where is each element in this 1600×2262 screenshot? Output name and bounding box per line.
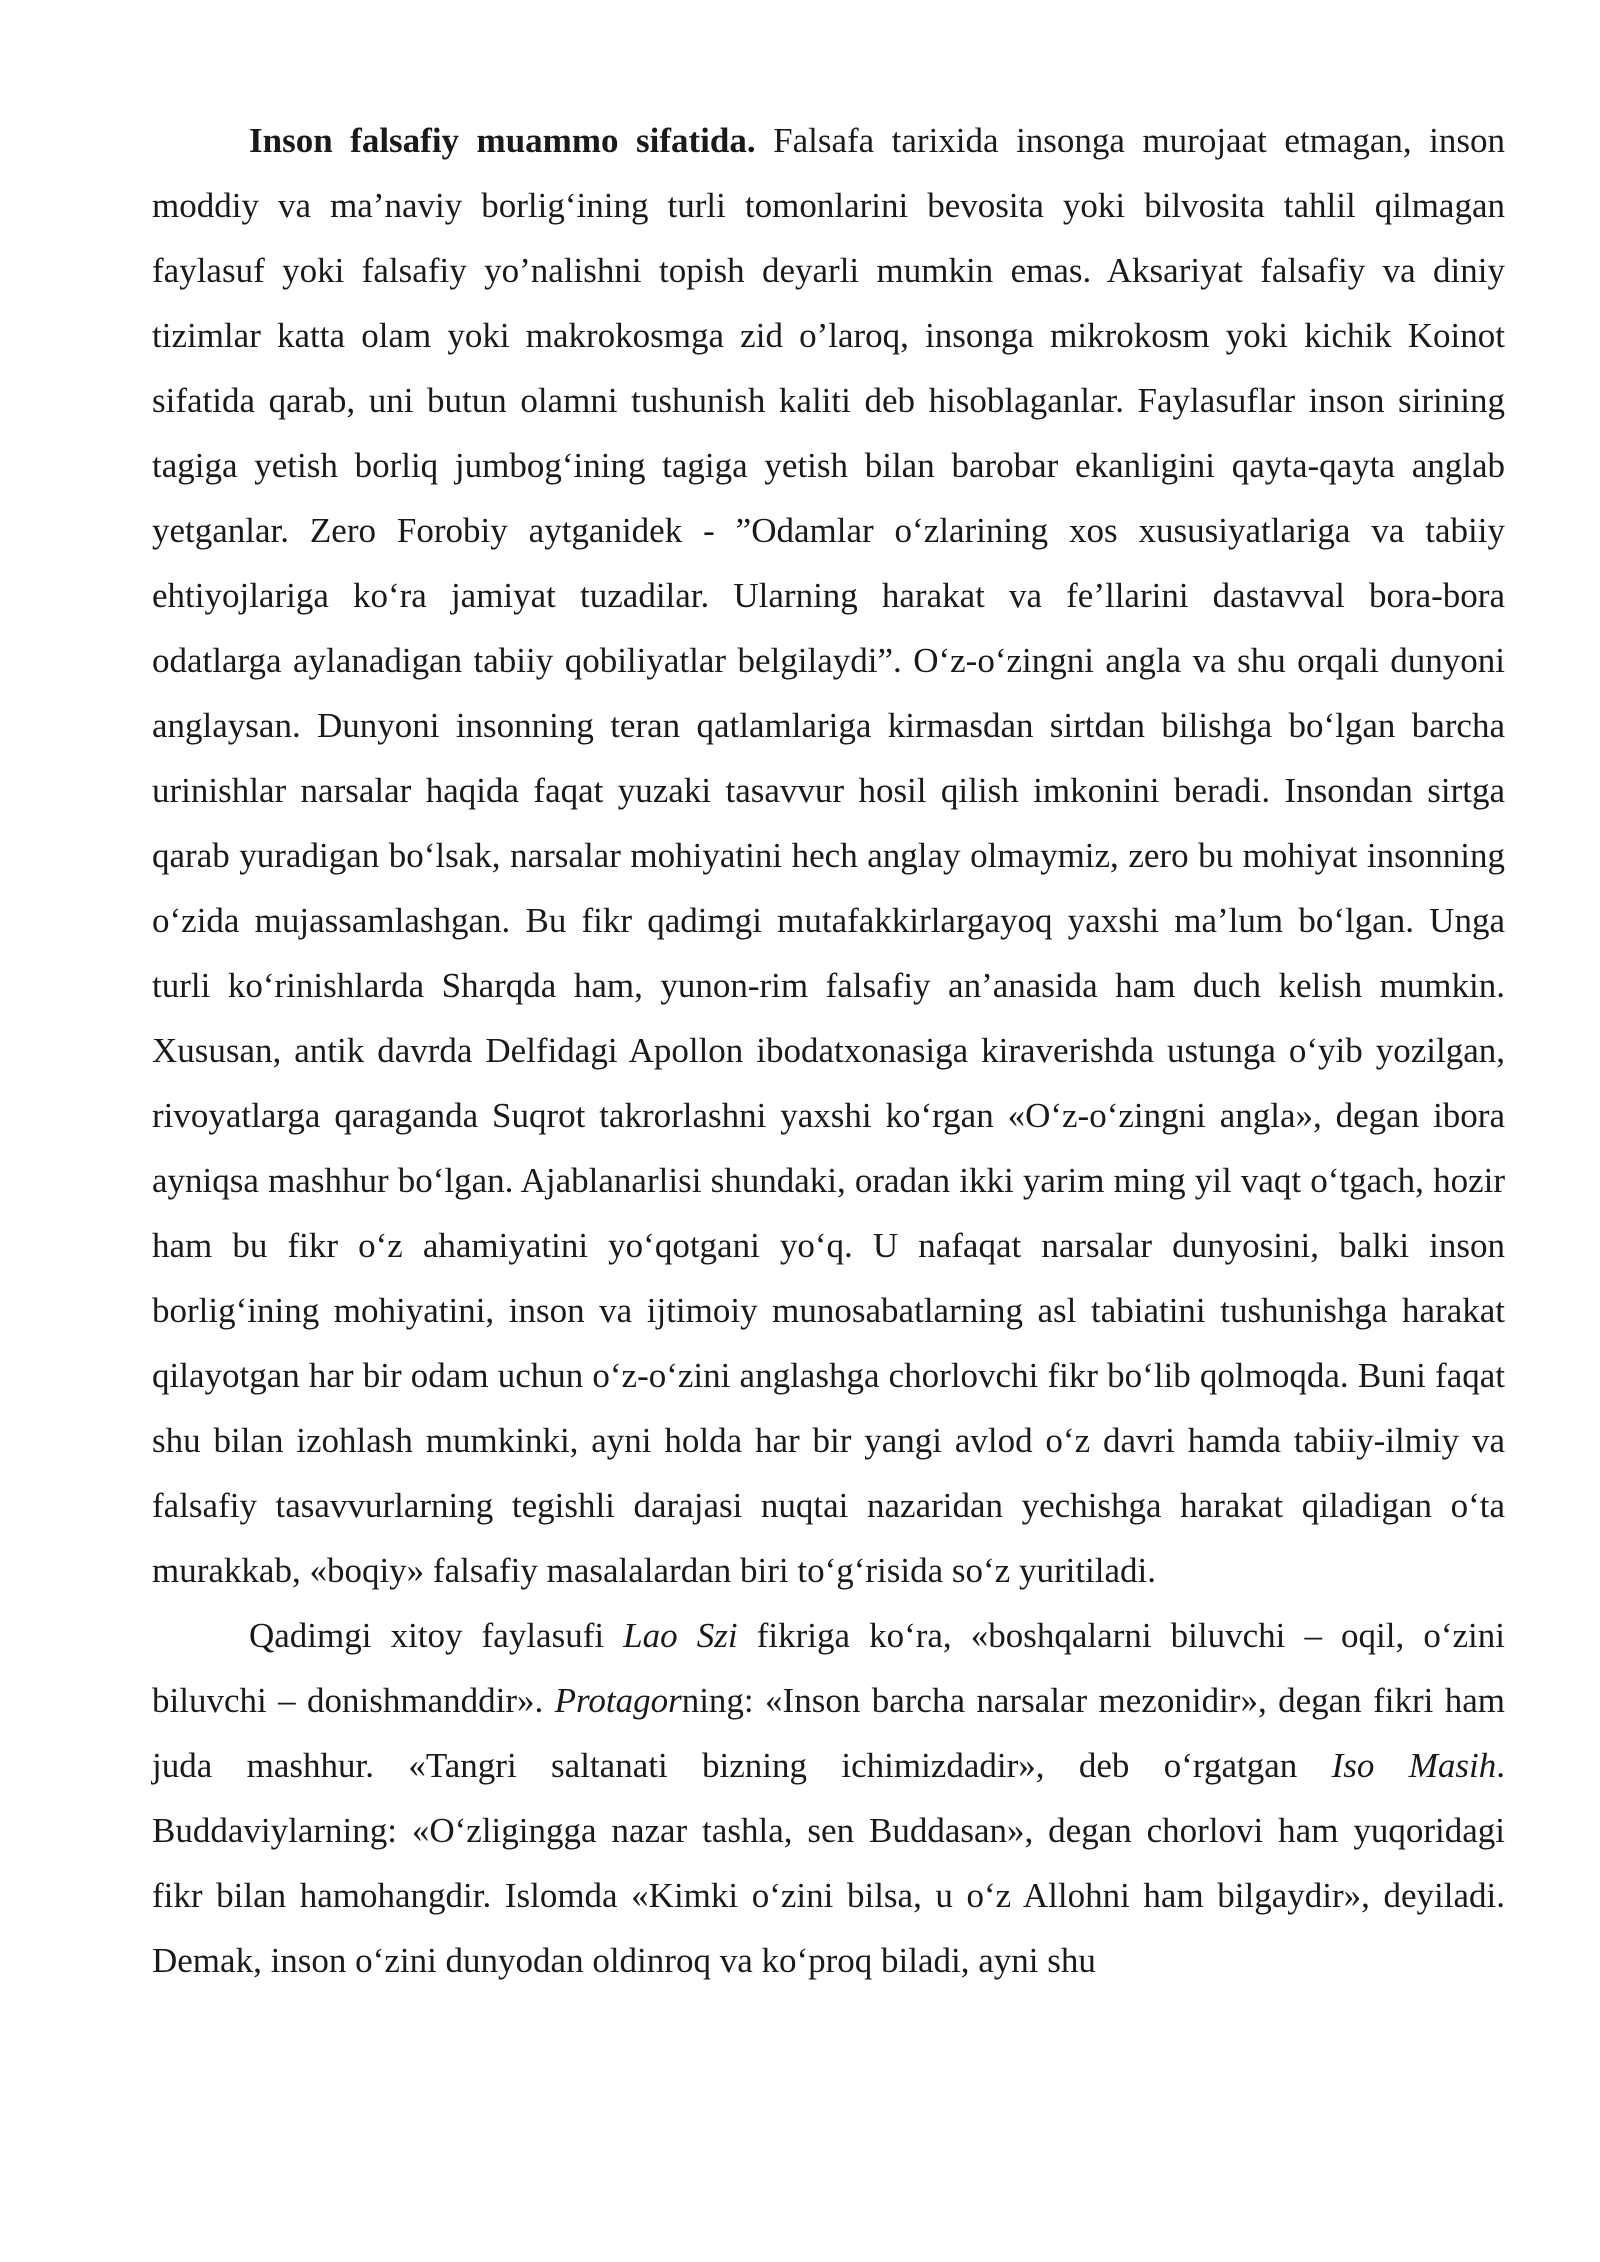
section-heading: Inson falsafiy muammo sifatida. [249,121,756,160]
paragraph-2-text-1: Qadimgi xitoy faylasufi [249,1616,624,1655]
paragraph-1-text: Falsafa tarixida insonga murojaat etmagan, inson moddiy va ma’naviy borlig‘ining turli tomonlarini bevosita yoki bilvosita tahlil qilmagan faylasuf yoki falsafiy yo’nalishni topish deyarli mumkin emas. Aksariyat falsafiy va diniy tizimlar katta olam yoki makrokosmga zid o’laroq, insonga mikrokosm yoki kichik Koinot sifatida qarab, uni butun olamni tushunish kaliti deb hisoblaganlar. Faylasuflar inson sirining tagiga yetish borliq jumbog‘ining tagiga yetish bilan barobar ekanligini qayta-qayta anglab yetganlar. Zero Forobiy aytganidek - ”Odamlar o‘zlarining xos xususiyatlariga va tabiiy ehtiyojlariga ko‘ra jamiyat tuzadilar. Ularning harakat va fe’llarini dastavval bora-bora odatlarga aylanadigan tabiiy qobiliyatlar belgilaydi”. O‘z-o‘zingni angla va shu orqali dunyoni anglaysan. Dunyoni insonning teran qatlamlariga kirmasdan sirtdan bilishga bo‘lgan barcha urinishlar narsalar haqida faqat yuzaki tasavvur hosil qilish imkonini beradi. Insondan sirtga qarab yuradigan bo‘lsak, narsalar mohiyatini hech anglay olmaymiz, zero bu mohiyat insonning o‘zida mujassamlashgan. Bu fikr qadimgi mutafakkirlargayoq yaxshi ma’lum bo‘lgan. Unga turli ko‘rinishlarda Sharqda ham, yunon-rim falsafiy an’anasida ham duch kelish mumkin. Xususan, antik davrda Delfidagi Apollon ibodatxonasiga kiraverishda ustunga o‘yib yozilgan, rivoyatlarga qaraganda Suqrot takrorlashni yaxshi ko‘rgan «O‘z-o‘zingni angla», degan ibora ayniqsa mashhur bo‘lgan. Ajablanarlisi shundaki, oradan ikki yarim ming yil vaqt o‘tgach, hozir ham bu fikr o‘z ahamiyatini yo‘qotgani yo‘q. U nafaqat narsalar dunyosini, balki inson borlig‘ining mohiyatini, inson va ijtimoiy munosabatlarning asl tabiatini tushunishga harakat qilayotgan har bir odam uchun o‘z-o‘zini anglashga chorlovchi fikr bo‘lib qolmoqda. Buni faqat shu bilan izohlash mumkinki, ayni holda har bir yangi avlod o‘z davri hamda tabiiy-ilmiy va falsafiy tasavvurlarning tegishli darajasi nuqtai nazaridan yechishga harakat qiladigan o‘ta murakkab, «boqiy» falsafiy masalalardan biri to‘g‘risida so‘z yuritiladi. [152,121,1506,1590]
paragraph-2-text-2: fikriga ko‘ra, «boshqalarni biluvchi – oqil, o‘zini biluvchi – donishmanddir». [152,1616,1505,1720]
document-page [152,108,1505,1993]
name-iso-masih: Iso Masih [1331,1746,1497,1785]
name-protagor: Protagor [554,1681,682,1720]
paragraph-qadimgi-xitoy [152,1603,1505,1993]
paragraph-inson-falsafiy-muammo [152,108,1505,1603]
paragraph-2-text-4: . Buddaviylarning: «O‘zligingga nazar tashla, sen Buddasan», degan chorlovi ham yuqoridagi fikr bilan hamohangdir. Islomda «Kimki o‘zini bilsa, u o‘z Allohni ham bilgaydir», deyiladi. Demak, inson o‘zini dunyodan oldinroq va ko‘proq biladi, ayni shu [152,1746,1505,1980]
name-lao-szi: Lao Szi [623,1616,738,1655]
paragraph-2-text-3: ning: «Inson barcha narsalar mezonidir», degan fikri ham juda mashhur. «Tangri saltanati bizning ichimizdadir», deb o‘rgatgan [152,1681,1505,1785]
